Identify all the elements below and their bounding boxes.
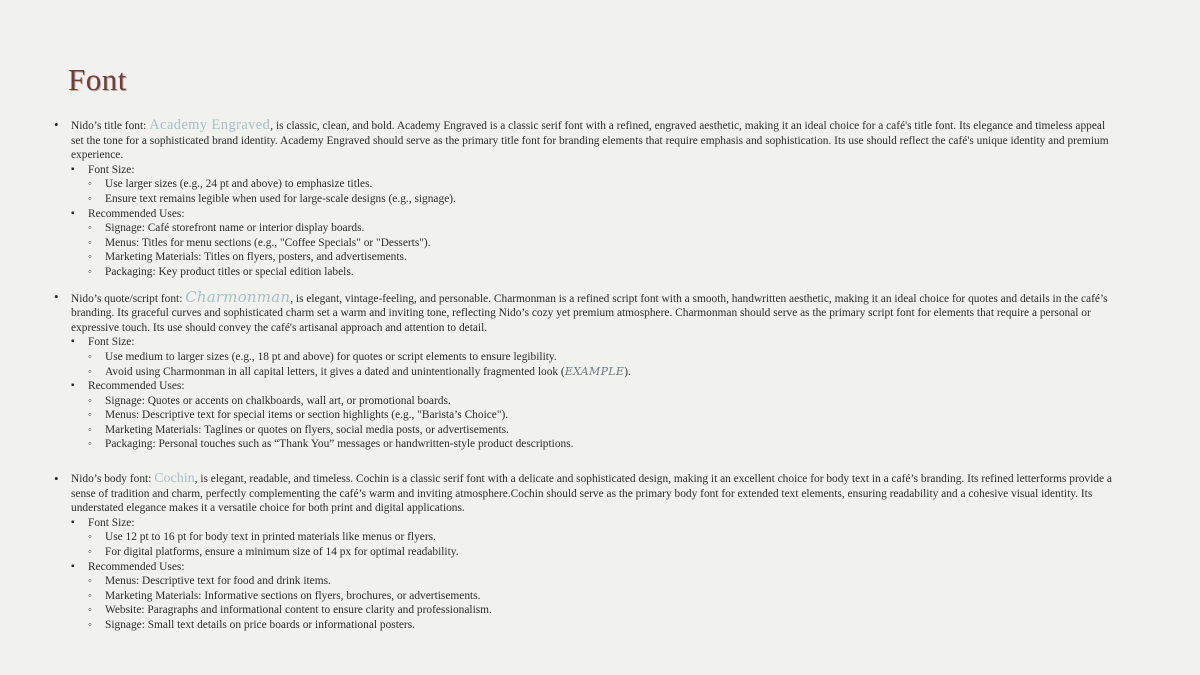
font-size-group <box>71 163 1114 207</box>
title-font-section <box>54 118 1114 280</box>
list-item: ◦ Website: Paragraphs and informational content to ensure clarity and professionalism. <box>88 603 1114 618</box>
intro-prefix: Nido’s title font: <box>71 120 150 132</box>
list-item: ◦ Signage: Quotes or accents on chalkboards, wall art, or promotional boards. <box>88 394 1114 409</box>
list-item-text: ). <box>624 365 631 378</box>
list-item: ◦ Marketing Materials: Informative sections on flyers, brochures, or advertisements. <box>88 589 1114 604</box>
font-size-heading: Font Size: <box>88 516 135 529</box>
recommended-uses-list <box>88 221 1114 279</box>
font-size-group <box>71 335 1114 379</box>
font-size-list <box>88 530 1114 559</box>
list-item: ◦ Signage: Café storefront name or interior display boards. <box>88 221 1114 236</box>
list-item: ◦ Packaging: Personal touches such as “Thank You” messages or handwritten-style product descriptions. <box>88 437 1114 452</box>
list-item: ◦ For digital platforms, ensure a minimum size of 14 px for optimal readability. <box>88 545 1114 560</box>
title-font-details <box>71 163 1114 280</box>
list-item-text: Avoid using Charmonman in all capital letters, it gives a dated and unintentionally fragmented look ( <box>105 365 565 378</box>
title-font-description <box>71 118 1114 163</box>
list-item <box>88 365 1114 380</box>
font-guidelines <box>54 118 1114 633</box>
recommended-uses-heading: Recommended Uses: <box>88 380 185 393</box>
font-size-group <box>71 516 1114 560</box>
font-size-heading: Font Size: <box>88 336 135 349</box>
list-item: ◦ Use larger sizes (e.g., 24 pt and above) to emphasize titles. <box>88 177 1114 192</box>
intro-text: , is classic, clean, and bold. Academy Engraved is a classic serif font with a refined, engraved aesthetic, making it an ideal choice for a café's title font. Its elegance and timeless appeal set the tone for a sophisticated brand identity. Academy Engraved should serve as the primary title font for branding elements that require emphasis and sophistication. Its use should reflect the café's unique identity and premium experience. <box>71 120 1109 162</box>
recommended-uses-group <box>71 379 1114 452</box>
font-name-charmonman: Charmonman <box>185 287 291 306</box>
list-item: ◦ Menus: Descriptive text for special items or section highlights (e.g., "Barista’s Choice"). <box>88 408 1114 423</box>
list-item: ◦ Marketing Materials: Taglines or quotes on flyers, social media posts, or advertisements. <box>88 423 1114 438</box>
page-title: Font <box>68 62 127 97</box>
list-item: ◦ Use 12 pt to 16 pt for body text in printed materials like menus or flyers. <box>88 530 1114 545</box>
intro-text: , is elegant, vintage-feeling, and personable. Charmonman is a refined script font with a smooth, handwritten aesthetic, making it an ideal choice for quotes and details in the café’s branding. Its graceful curves and sophisticated charm set a warm and inviting tone, reflecting Nido’s cozy yet premium atmosphere. Charmonman should serve as the primary script font for elements that require a personal or expressive touch. Its use should convey the café's artisanal approach and attention to detail. <box>71 292 1108 334</box>
intro-prefix: Nido’s quote/script font: <box>71 292 186 305</box>
script-font-description <box>71 287 1114 336</box>
recommended-uses-heading: Recommended Uses: <box>88 207 185 220</box>
script-example: EXAMPLE <box>564 364 625 378</box>
script-font-details <box>71 335 1114 452</box>
recommended-uses-list <box>88 394 1114 452</box>
body-font-details <box>71 516 1114 633</box>
list-item: ◦ Packaging: Key product titles or special edition labels. <box>88 265 1114 280</box>
intro-text: , is elegant, readable, and timeless. Cochin is a classic serif font with a delicate and sophisticated design, making it an excellent choice for body text in a café’s branding. Its refined letterforms provide a sense of tradition and charm, perfectly complementing the café’s warm and inviting atmosphere.Cochin should serve as the primary body font for extended text elements, ensuring readability and a cohesive visual identity. Its understated elegance makes it a versatile choice for both print and digital applications. <box>71 473 1112 515</box>
body-font-description <box>71 472 1114 516</box>
intro-prefix: Nido’s body font: <box>71 473 155 486</box>
font-size-list <box>88 350 1114 379</box>
recommended-uses-heading: Recommended Uses: <box>88 560 185 573</box>
list-item: ◦ Ensure text remains legible when used for large-scale designs (e.g., signage). <box>88 192 1114 207</box>
list-item: ◦ Menus: Titles for menu sections (e.g., "Coffee Specials" or "Desserts"). <box>88 236 1114 251</box>
recommended-uses-group <box>71 207 1114 280</box>
list-item: ◦ Use medium to larger sizes (e.g., 18 pt and above) for quotes or script elements to ensure legibility. <box>88 350 1114 365</box>
font-name-academy-engraved: Academy Engraved <box>149 117 271 133</box>
script-font-section <box>54 287 1114 453</box>
body-font-section <box>54 472 1114 633</box>
list-item: ◦ Signage: Small text details on price boards or informational posters. <box>88 618 1114 633</box>
list-item: ◦ Marketing Materials: Titles on flyers, posters, and advertisements. <box>88 250 1114 265</box>
list-item: ◦ Menus: Descriptive text for food and drink items. <box>88 574 1114 589</box>
font-size-list <box>88 177 1114 206</box>
font-size-heading: Font Size: <box>88 163 135 176</box>
recommended-uses-group <box>71 560 1114 633</box>
font-name-cochin: Cochin <box>154 471 195 487</box>
recommended-uses-list <box>88 574 1114 632</box>
